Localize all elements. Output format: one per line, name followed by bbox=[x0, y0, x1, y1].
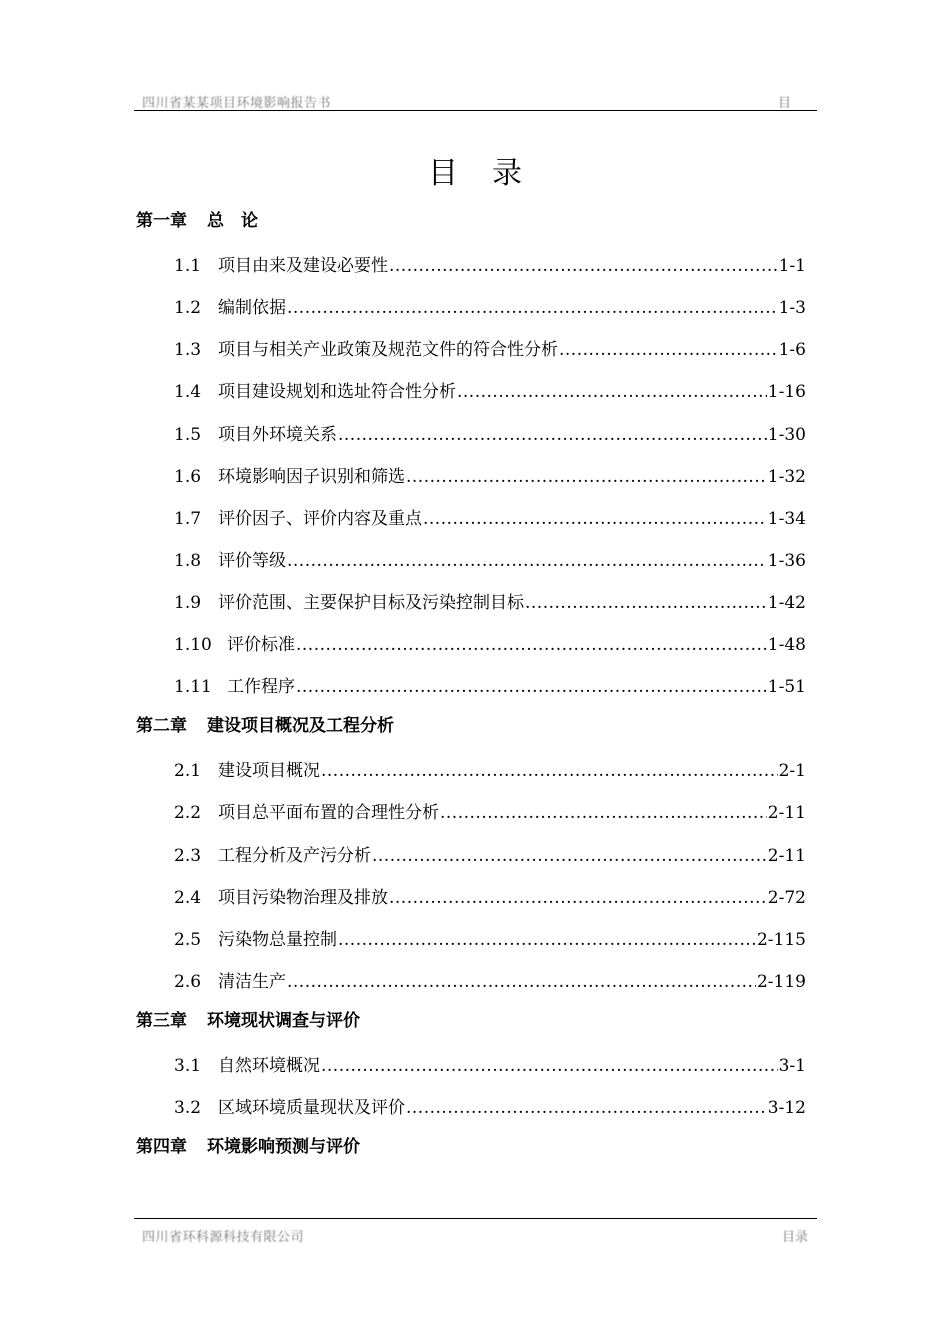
dot-leader bbox=[457, 382, 767, 402]
entry-page-number: 2-11 bbox=[767, 803, 806, 824]
toc-entry[interactable] bbox=[174, 630, 806, 654]
toc-entry[interactable] bbox=[174, 967, 806, 991]
toc-entry[interactable] bbox=[174, 672, 806, 696]
entry-title: 评价等级 bbox=[218, 550, 286, 571]
toc-chapter-heading[interactable] bbox=[136, 711, 394, 736]
dot-leader bbox=[406, 467, 767, 487]
entry-number: 3.2 bbox=[174, 1098, 202, 1119]
entry-title: 工作程序 bbox=[227, 677, 295, 698]
entry-number: 3.1 bbox=[174, 1056, 202, 1076]
entry-title: 清洁生产 bbox=[218, 971, 286, 992]
toc-entry[interactable] bbox=[174, 756, 806, 780]
toc-entry[interactable] bbox=[174, 925, 806, 949]
entry-page-number: 1-42 bbox=[767, 592, 806, 613]
entry-page-number: 2-115 bbox=[756, 929, 806, 950]
dot-leader bbox=[389, 256, 778, 276]
toc-entry[interactable] bbox=[174, 293, 806, 317]
dot-leader bbox=[338, 425, 767, 445]
entry-number: 1.6 bbox=[174, 466, 202, 487]
dot-leader bbox=[423, 509, 767, 529]
dot-leader bbox=[287, 551, 767, 571]
entry-number: 1.8 bbox=[174, 550, 202, 571]
entry-number: 1.10 bbox=[174, 635, 212, 655]
entry-page-number: 1-34 bbox=[767, 508, 806, 529]
toc-entry[interactable] bbox=[174, 377, 806, 401]
entry-page-number: 3-12 bbox=[767, 1098, 806, 1119]
dot-leader bbox=[287, 298, 778, 318]
header-page-label: 目 bbox=[778, 96, 792, 111]
entry-page-number: 1-32 bbox=[767, 466, 806, 487]
entry-page-number: 1-6 bbox=[778, 340, 806, 361]
entry-page-number: 2-72 bbox=[767, 887, 806, 908]
entry-number: 1.4 bbox=[174, 382, 202, 403]
entry-title: 环境影响因子识别和筛选 bbox=[218, 466, 405, 487]
toc-entry[interactable] bbox=[174, 841, 806, 865]
chapter-title: 环境影响预测与评价 bbox=[207, 1137, 360, 1158]
entry-number: 1.1 bbox=[174, 256, 202, 277]
dot-leader bbox=[440, 803, 767, 823]
entry-title: 评价范围、主要保护目标及污染控制目标 bbox=[218, 592, 524, 613]
entry-title: 评价因子、评价内容及重点 bbox=[218, 508, 422, 529]
toc-entry[interactable] bbox=[174, 798, 806, 822]
footer-text: 四川省环科源科技有限公司 bbox=[142, 1230, 305, 1245]
entry-page-number: 1-16 bbox=[767, 382, 806, 403]
chapter-number: 第一章 bbox=[136, 211, 187, 231]
entry-number: 2.2 bbox=[174, 803, 202, 824]
entry-title: 项目由来及建设必要性 bbox=[218, 256, 388, 277]
entry-page-number: 2-11 bbox=[767, 845, 806, 866]
entry-number: 2.5 bbox=[174, 929, 202, 950]
chapter-number: 第四章 bbox=[136, 1137, 187, 1158]
dot-leader bbox=[296, 635, 767, 655]
entry-title: 工程分析及产污分析 bbox=[218, 845, 371, 866]
page-title: 目录 bbox=[428, 156, 556, 191]
toc-entry[interactable] bbox=[174, 1051, 806, 1075]
toc-entry[interactable] bbox=[174, 462, 806, 486]
toc-entry[interactable] bbox=[174, 335, 806, 359]
dot-leader bbox=[321, 761, 778, 781]
dot-leader bbox=[406, 1098, 767, 1118]
entry-number: 2.3 bbox=[174, 845, 202, 866]
toc-entry[interactable] bbox=[174, 1093, 806, 1117]
entry-title: 项目污染物治理及排放 bbox=[218, 887, 388, 908]
entry-page-number: 2-119 bbox=[756, 971, 806, 992]
entry-number: 2.6 bbox=[174, 971, 202, 992]
chapter-number: 第二章 bbox=[136, 716, 187, 737]
entry-number: 2.1 bbox=[174, 761, 202, 782]
chapter-title: 总 论 bbox=[207, 211, 258, 231]
toc-entry[interactable] bbox=[174, 420, 806, 444]
chapter-title: 建设项目概况及工程分析 bbox=[207, 716, 394, 737]
dot-leader bbox=[372, 846, 767, 866]
entry-page-number: 1-3 bbox=[778, 298, 806, 319]
dot-leader bbox=[321, 1056, 778, 1076]
entry-title: 项目建设规划和选址符合性分析 bbox=[218, 382, 456, 403]
entry-number: 1.5 bbox=[174, 424, 202, 445]
dot-leader bbox=[389, 888, 767, 908]
header-divider bbox=[134, 110, 817, 111]
toc-entry[interactable] bbox=[174, 588, 806, 612]
footer-page-label: 目录 bbox=[782, 1230, 809, 1245]
footer-divider bbox=[134, 1218, 817, 1219]
toc-chapter-heading[interactable] bbox=[136, 206, 258, 231]
dot-leader bbox=[559, 340, 778, 360]
entry-page-number: 1-1 bbox=[778, 256, 806, 277]
entry-title: 区域环境质量现状及评价 bbox=[218, 1098, 405, 1119]
entry-page-number: 1-51 bbox=[767, 677, 806, 698]
dot-leader bbox=[525, 593, 767, 613]
chapter-title: 环境现状调查与评价 bbox=[207, 1010, 360, 1031]
entry-page-number: 1-48 bbox=[767, 635, 806, 655]
toc-entry[interactable] bbox=[174, 504, 806, 528]
entry-title: 项目总平面布置的合理性分析 bbox=[218, 803, 439, 824]
toc-entry[interactable] bbox=[174, 251, 806, 275]
entry-page-number: 3-1 bbox=[778, 1056, 806, 1076]
toc-entry[interactable] bbox=[174, 546, 806, 570]
dot-leader bbox=[287, 972, 756, 992]
entry-page-number: 2-1 bbox=[778, 761, 806, 782]
entry-title: 编制依据 bbox=[218, 298, 286, 319]
entry-number: 2.4 bbox=[174, 887, 202, 908]
entry-page-number: 1-30 bbox=[767, 424, 806, 445]
dot-leader bbox=[338, 930, 756, 950]
entry-title: 项目外环境关系 bbox=[218, 424, 337, 445]
entry-number: 1.7 bbox=[174, 508, 202, 529]
entry-page-number: 1-36 bbox=[767, 550, 806, 571]
entry-number: 1.2 bbox=[174, 298, 202, 319]
entry-number: 1.3 bbox=[174, 340, 202, 361]
dot-leader bbox=[296, 677, 767, 697]
chapter-number: 第三章 bbox=[136, 1010, 187, 1031]
entry-number: 1.9 bbox=[174, 592, 202, 613]
entry-title: 评价标准 bbox=[227, 635, 295, 655]
toc-chapter-heading[interactable] bbox=[136, 1132, 360, 1157]
toc-entry[interactable] bbox=[174, 883, 806, 907]
entry-number: 1.11 bbox=[174, 677, 212, 698]
header-text: 四川省某某项目环境影响报告书 bbox=[142, 96, 332, 111]
entry-title: 自然环境概况 bbox=[218, 1056, 320, 1076]
entry-title: 项目与相关产业政策及规范文件的符合性分析 bbox=[218, 340, 558, 361]
entry-title: 污染物总量控制 bbox=[218, 929, 337, 950]
toc-chapter-heading[interactable] bbox=[136, 1006, 360, 1031]
entry-title: 建设项目概况 bbox=[218, 761, 320, 782]
